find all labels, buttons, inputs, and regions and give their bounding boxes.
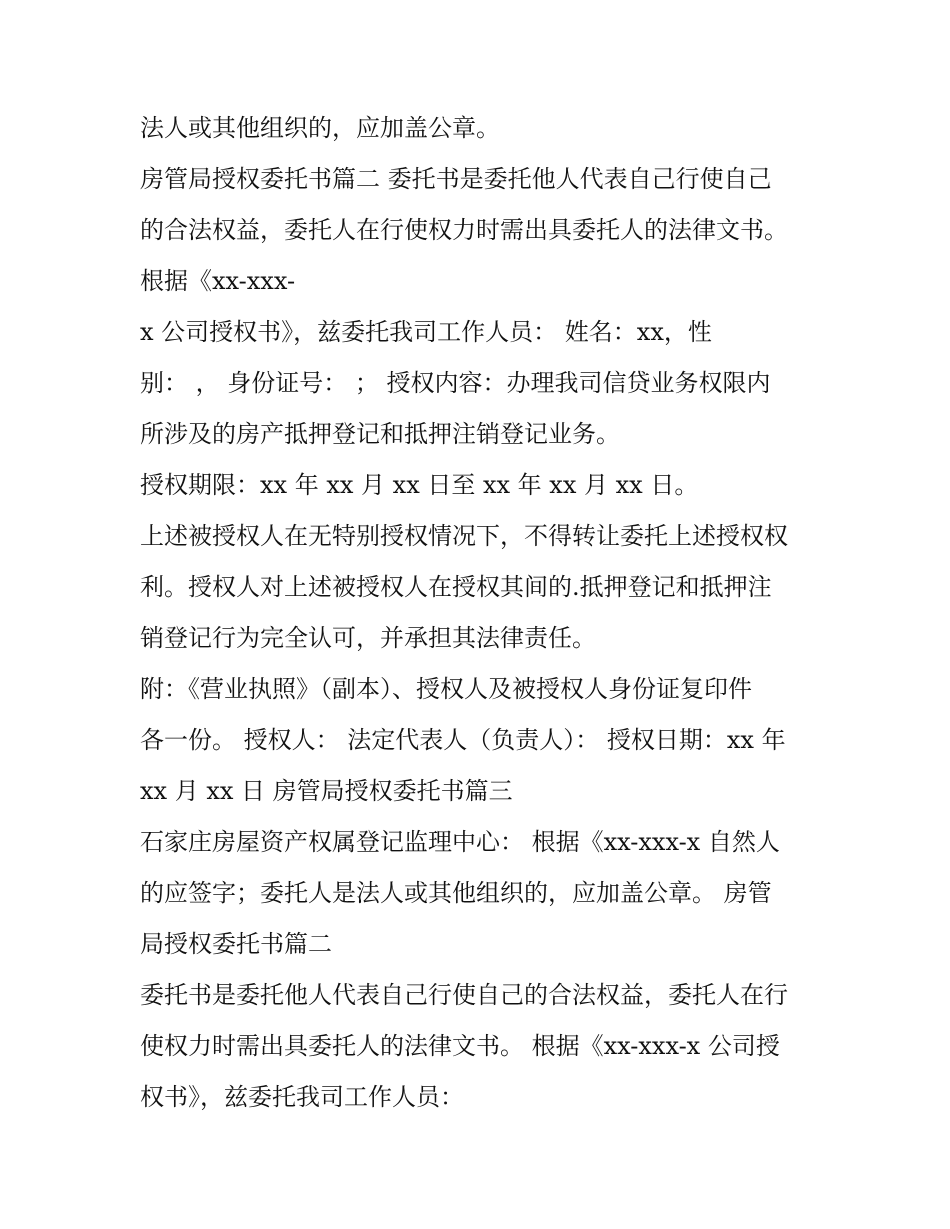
- text-line: 法人或其他组织的，应加盖公章。: [140, 114, 500, 142]
- text-line: 的合法权益，委托人在行使权力时需出具委托人的法律文书。: [140, 216, 788, 244]
- text-line: 利。授权人对上述被授权人在授权其间的.抵押登记和抵押注: [140, 573, 772, 601]
- text-line: 使权力时需出具委托人的法律文书。 根据《xx-xxx-x 公司授: [140, 1032, 780, 1060]
- text-line: 上述被授权人在无特别授权情况下，不得转让委托上述授权权: [140, 522, 788, 550]
- text-line: 石家庄房屋资产权属登记监理中心： 根据《xx-xxx-x 自然人: [140, 828, 780, 856]
- text-line: x 公司授权书》，兹委托我司工作人员： 姓名：xx，性: [140, 318, 712, 346]
- text-line: 根据《xx-xxx-: [140, 267, 296, 295]
- text-line: 房管局授权委托书篇二 委托书是委托他人代表自己行使自己: [140, 165, 772, 193]
- text-line: 授权期限：xx 年 xx 月 xx 日至 xx 年 xx 月 xx 日。: [140, 471, 699, 499]
- text-line: 权书》，兹委托我司工作人员：: [140, 1083, 464, 1111]
- text-line: 局授权委托书篇二: [140, 930, 332, 958]
- text-line: 委托书是委托他人代表自己行使自己的合法权益，委托人在行: [140, 981, 788, 1009]
- text-line: 各一份。 授权人： 法定代表人（负责人）： 授权日期：xx 年: [140, 726, 786, 754]
- text-line: 附：《营业执照》（副本）、授权人及被授权人身份证复印件: [140, 675, 752, 703]
- text-line: 的应签字；委托人是法人或其他组织的，应加盖公章。 房管: [140, 879, 772, 907]
- text-line: 别： ， 身份证号： ； 授权内容：办理我司信贷业务权限内: [140, 369, 771, 397]
- text-line: 销登记行为完全认可，并承担其法律责任。: [140, 624, 596, 652]
- text-line: xx 月 xx 日 房管局授权委托书篇三: [140, 777, 513, 805]
- text-line: 所涉及的房产抵押登记和抵押注销登记业务。: [140, 420, 620, 448]
